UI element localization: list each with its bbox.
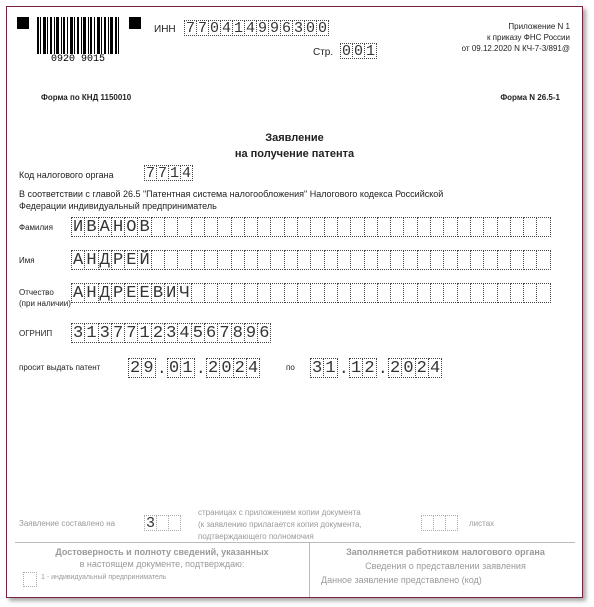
char-cell[interactable] — [297, 283, 311, 303]
form-title: Заявление — [265, 132, 324, 144]
char-cell[interactable] — [191, 283, 205, 303]
char-cell[interactable] — [510, 217, 524, 237]
char-cell[interactable]: 1 — [84, 323, 98, 343]
char-cell[interactable]: 0 — [317, 20, 327, 37]
char-cell[interactable]: 0 — [209, 20, 219, 37]
char-cell[interactable]: О — [124, 217, 138, 237]
char-cell[interactable]: А — [71, 283, 85, 303]
char-cell[interactable]: 7 — [185, 20, 195, 37]
char-cell[interactable]: Ч — [177, 283, 191, 303]
char-cell[interactable] — [390, 283, 404, 303]
char-cell[interactable]: 1 — [349, 358, 363, 378]
char-cell[interactable] — [430, 283, 444, 303]
char-cell[interactable] — [403, 283, 417, 303]
corner-marker-left — [17, 17, 29, 29]
char-cell[interactable]: 0 — [341, 43, 351, 60]
char-cell[interactable] — [457, 217, 471, 237]
patent-request-label: просит выдать патент — [19, 363, 101, 372]
barcode-number: 0920 9015 — [37, 54, 119, 67]
confirm-line-1: Достоверность и полноту сведений, указанных — [55, 547, 269, 557]
char-cell[interactable]: 2 — [233, 358, 247, 378]
char-cell[interactable] — [390, 250, 404, 270]
char-cell[interactable]: 4 — [245, 20, 255, 37]
char-cell[interactable] — [270, 283, 284, 303]
char-cell[interactable] — [536, 217, 550, 237]
char-cell[interactable] — [270, 250, 284, 270]
char-cell[interactable] — [470, 217, 484, 237]
char-cell[interactable]: 8 — [231, 323, 245, 343]
pages-text-1: страницах с приложением копии документа — [198, 508, 361, 517]
char-cell[interactable] — [523, 250, 537, 270]
sheets-count-field[interactable] — [421, 515, 457, 531]
char-cell[interactable] — [523, 283, 537, 303]
char-cell[interactable] — [297, 217, 311, 237]
char-cell[interactable] — [483, 250, 497, 270]
char-cell[interactable]: А — [71, 250, 85, 270]
char-cell[interactable]: 9 — [269, 20, 279, 37]
char-cell[interactable] — [284, 217, 298, 237]
char-cell[interactable]: 2 — [388, 358, 402, 378]
char-cell[interactable]: 3 — [98, 323, 112, 343]
char-cell[interactable] — [231, 250, 245, 270]
ogrnip-field[interactable] — [71, 323, 270, 343]
char-cell[interactable]: В — [84, 217, 98, 237]
form-page — [6, 6, 583, 598]
char-cell[interactable]: 7 — [145, 165, 155, 182]
char-cell[interactable]: 4 — [246, 358, 260, 378]
composed-label: Заявление составлено на — [19, 519, 116, 528]
name-field[interactable] — [71, 250, 550, 270]
char-cell[interactable] — [403, 217, 417, 237]
char-cell[interactable] — [337, 283, 351, 303]
char-cell[interactable]: 2 — [415, 358, 429, 378]
char-cell[interactable]: 7 — [111, 323, 125, 343]
char-cell[interactable] — [350, 217, 364, 237]
char-cell[interactable] — [191, 217, 205, 237]
char-cell[interactable] — [364, 250, 378, 270]
char-cell[interactable]: Н — [111, 217, 125, 237]
char-cell[interactable]: 3 — [164, 323, 178, 343]
char-cell[interactable]: 1 — [137, 323, 151, 343]
char-cell[interactable]: Р — [111, 283, 125, 303]
signer-option: 1 - индивидуальный предприниматель — [41, 574, 167, 581]
char-cell[interactable] — [244, 217, 258, 237]
char-cell[interactable] — [204, 217, 218, 237]
char-cell[interactable]: 2 — [128, 358, 142, 378]
char-cell[interactable]: 0 — [401, 358, 415, 378]
char-cell[interactable] — [483, 283, 497, 303]
date-separator: . — [196, 360, 206, 378]
char-cell[interactable] — [430, 250, 444, 270]
char-cell[interactable] — [377, 250, 391, 270]
pages-count-field[interactable] — [144, 515, 180, 531]
char-cell[interactable] — [244, 283, 258, 303]
char-cell[interactable] — [457, 283, 471, 303]
char-cell[interactable] — [151, 250, 165, 270]
char-cell[interactable] — [244, 250, 258, 270]
date-from-year[interactable] — [206, 358, 259, 378]
char-cell[interactable] — [417, 250, 431, 270]
char-cell[interactable]: 4 — [181, 165, 191, 182]
char-cell[interactable] — [337, 250, 351, 270]
char-cell[interactable] — [457, 250, 471, 270]
date-from-month[interactable] — [167, 358, 194, 378]
confirm-line-2: в настоящем документе, подтверждаю: — [79, 559, 245, 569]
char-cell[interactable]: 3 — [71, 323, 85, 343]
char-cell[interactable]: 7 — [157, 165, 167, 182]
char-cell[interactable]: 1 — [169, 165, 179, 182]
char-cell[interactable] — [510, 283, 524, 303]
char-cell[interactable] — [470, 283, 484, 303]
char-cell[interactable] — [217, 283, 231, 303]
char-cell[interactable] — [324, 250, 338, 270]
char-cell[interactable] — [217, 217, 231, 237]
inn-label: ИНН — [154, 24, 176, 35]
char-cell[interactable]: Й — [137, 250, 151, 270]
signer-type-field[interactable] — [23, 572, 37, 587]
char-cell[interactable]: 6 — [281, 20, 291, 37]
date-to-month[interactable] — [349, 358, 376, 378]
char-cell[interactable] — [257, 217, 271, 237]
char-cell[interactable] — [191, 250, 205, 270]
char-cell[interactable] — [270, 217, 284, 237]
date-separator: . — [378, 360, 388, 378]
appendix-line-1: Приложение N 1 — [508, 22, 570, 31]
pages-text-3: подтверждающего полномочия — [198, 532, 314, 541]
form-number: Форма N 26.5-1 — [500, 93, 560, 102]
char-cell[interactable] — [164, 217, 178, 237]
date-separator: . — [339, 360, 349, 378]
char-cell[interactable] — [231, 283, 245, 303]
char-cell[interactable]: 9 — [141, 358, 155, 378]
ogrnip-label: ОГРНИП — [19, 329, 53, 338]
char-cell[interactable] — [217, 250, 231, 270]
date-to-year[interactable] — [388, 358, 441, 378]
char-cell[interactable] — [536, 250, 550, 270]
char-cell[interactable]: 4 — [177, 323, 191, 343]
appendix-line-3: от 09.12.2020 N КЧ-7-3/891@ — [461, 44, 570, 53]
char-cell[interactable] — [337, 217, 351, 237]
footer-divider — [15, 542, 575, 543]
char-cell[interactable] — [443, 217, 457, 237]
char-cell[interactable] — [284, 283, 298, 303]
char-cell[interactable]: 0 — [305, 20, 315, 37]
char-cell[interactable]: Н — [84, 250, 98, 270]
knd-code: Форма по КНД 1150010 — [41, 93, 132, 102]
char-cell[interactable] — [443, 283, 457, 303]
char-cell[interactable] — [310, 283, 324, 303]
char-cell[interactable]: 9 — [257, 20, 267, 37]
char-cell[interactable]: Е — [137, 283, 151, 303]
char-cell[interactable] — [417, 283, 431, 303]
tax-officer-title: Заполняется работником налогового органа — [346, 547, 545, 557]
char-cell[interactable]: 7 — [217, 323, 231, 343]
char-cell[interactable]: 7 — [197, 20, 207, 37]
char-cell[interactable] — [164, 250, 178, 270]
patronymic-note: (при наличии) — [19, 299, 71, 308]
char-cell[interactable]: 1 — [180, 358, 194, 378]
date-from-day[interactable] — [128, 358, 155, 378]
char-cell[interactable] — [257, 250, 271, 270]
char-cell[interactable]: 0 — [353, 43, 363, 60]
intro-line-2: Федерации индивидуальный предприниматель — [19, 201, 217, 211]
char-cell[interactable]: И — [71, 217, 85, 237]
char-cell[interactable]: 3 — [293, 20, 303, 37]
char-cell[interactable] — [497, 217, 511, 237]
char-cell[interactable]: 6 — [204, 323, 218, 343]
char-cell[interactable]: 9 — [244, 323, 258, 343]
char-cell[interactable] — [257, 283, 271, 303]
inn-field[interactable] — [184, 20, 328, 36]
char-cell[interactable]: 1 — [365, 43, 375, 60]
char-cell[interactable] — [377, 283, 391, 303]
char-cell[interactable] — [204, 250, 218, 270]
char-cell[interactable]: 3 — [310, 358, 324, 378]
char-cell[interactable] — [324, 283, 338, 303]
surname-field[interactable] — [71, 217, 550, 237]
tax-officer-line-2: Данное заявление представлено (код) — [321, 575, 482, 585]
page-label: Стр. — [313, 47, 334, 58]
char-cell[interactable]: 5 — [191, 323, 205, 343]
patronymic-field[interactable] — [71, 283, 550, 303]
corner-marker-right — [129, 17, 141, 29]
char-cell[interactable] — [536, 283, 550, 303]
char-cell[interactable] — [350, 283, 364, 303]
char-cell[interactable]: 2 — [151, 323, 165, 343]
tax-authority-label: Код налогового органа — [19, 170, 114, 180]
char-cell[interactable] — [443, 250, 457, 270]
date-to-label: по — [286, 363, 295, 372]
char-cell[interactable]: Е — [124, 283, 138, 303]
char-cell[interactable] — [310, 250, 324, 270]
char-cell[interactable] — [403, 250, 417, 270]
char-cell[interactable]: В — [151, 283, 165, 303]
char-cell[interactable]: Н — [84, 283, 98, 303]
date-to-day[interactable] — [310, 358, 337, 378]
char-cell[interactable]: 2 — [362, 358, 376, 378]
char-cell[interactable] — [364, 283, 378, 303]
form-subtitle: на получение патента — [234, 148, 355, 160]
char-cell[interactable]: 4 — [428, 358, 442, 378]
char-cell[interactable] — [364, 217, 378, 237]
char-cell[interactable]: В — [137, 217, 151, 237]
char-cell[interactable]: 1 — [323, 358, 337, 378]
char-cell[interactable]: 6 — [257, 323, 271, 343]
char-cell[interactable] — [310, 217, 324, 237]
char-cell[interactable] — [231, 217, 245, 237]
char-cell[interactable]: Д — [98, 283, 112, 303]
patronymic-label: Отчество — [19, 288, 54, 297]
char-cell[interactable]: 7 — [124, 323, 138, 343]
appendix-line-2: к приказу ФНС России — [486, 33, 570, 42]
tax-officer-line-1: Сведения о представлении заявления — [365, 561, 526, 571]
char-cell[interactable]: 4 — [221, 20, 231, 37]
char-cell[interactable] — [151, 217, 165, 237]
char-cell[interactable] — [430, 217, 444, 237]
char-cell[interactable]: 3 — [145, 515, 155, 532]
char-cell[interactable]: 1 — [233, 20, 243, 37]
char-cell[interactable] — [497, 283, 511, 303]
char-cell[interactable]: 2 — [206, 358, 220, 378]
char-cell[interactable] — [377, 217, 391, 237]
char-cell[interactable] — [523, 217, 537, 237]
char-cell[interactable] — [177, 217, 191, 237]
char-cell[interactable]: И — [164, 283, 178, 303]
char-cell[interactable] — [168, 515, 181, 531]
char-cell[interactable] — [497, 250, 511, 270]
char-cell[interactable] — [324, 217, 338, 237]
char-cell[interactable] — [483, 217, 497, 237]
char-cell[interactable]: Р — [111, 250, 125, 270]
surname-label: Фамилия — [19, 223, 53, 232]
char-cell[interactable] — [417, 217, 431, 237]
char-cell[interactable]: Е — [124, 250, 138, 270]
char-cell[interactable]: А — [98, 217, 112, 237]
char-cell[interactable]: 0 — [167, 358, 181, 378]
char-cell[interactable] — [350, 250, 364, 270]
pages-text-2: (к заявлению прилагается копия документа, — [198, 520, 362, 529]
char-cell[interactable] — [470, 250, 484, 270]
char-cell[interactable] — [297, 250, 311, 270]
char-cell[interactable] — [445, 515, 458, 531]
page-number-field[interactable] — [340, 43, 376, 59]
name-label: Имя — [19, 256, 35, 265]
char-cell[interactable] — [510, 250, 524, 270]
char-cell[interactable]: 0 — [219, 358, 233, 378]
char-cell[interactable] — [204, 283, 218, 303]
char-cell[interactable] — [390, 217, 404, 237]
tax-authority-field[interactable] — [144, 165, 192, 181]
char-cell[interactable] — [177, 250, 191, 270]
intro-line-1: В соответствии с главой 26.5 "Патентная система налогообложения" Налогового кодекса Российской — [19, 189, 444, 199]
char-cell[interactable]: Д — [98, 250, 112, 270]
sheets-label: листах — [469, 519, 495, 528]
char-cell[interactable] — [284, 250, 298, 270]
date-separator: . — [157, 360, 167, 378]
